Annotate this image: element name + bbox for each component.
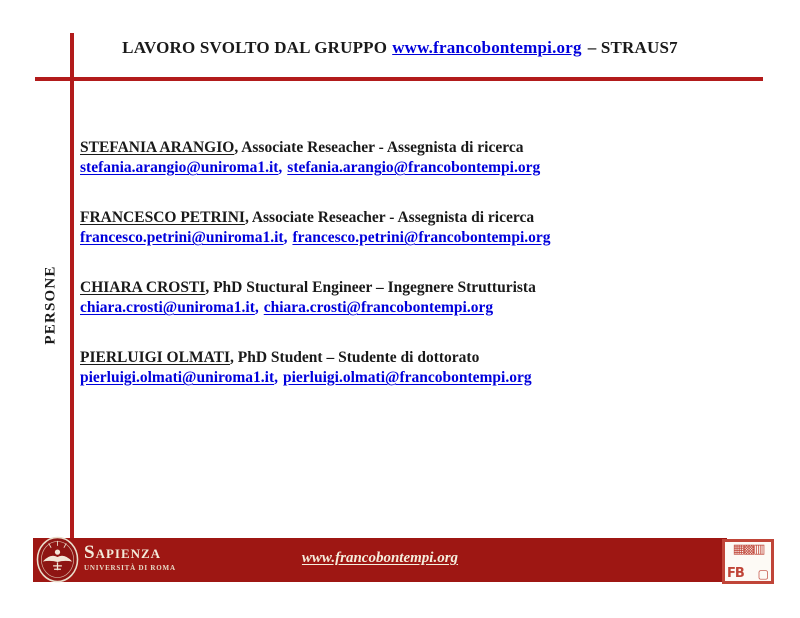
person-header-line: [80, 278, 780, 298]
person-header-line: [80, 348, 780, 368]
fbo-seal-logo: [722, 539, 774, 584]
email-link-francobontempi[interactable]: pierluigi.olmati@francobontempi.org: [282, 369, 532, 386]
title-suffix: – STRAUS7: [587, 38, 678, 57]
person-name: FRANCESCO PETRINI: [80, 209, 245, 226]
email-link-uniroma[interactable]: stefania.arangio@uniroma1.it: [80, 159, 279, 176]
email-link-uniroma[interactable]: pierluigi.olmati@uniroma1.it: [80, 369, 275, 386]
fbo-seal-text: FB: [727, 566, 744, 581]
person-role: , Associate Reseacher - Assegnista di ricerca: [234, 139, 524, 156]
person-role: , PhD Stuctural Engineer – Ingegnere Strutturista: [205, 279, 536, 296]
person-email-line: [80, 298, 780, 318]
email-separator: ,: [278, 159, 283, 176]
header-website-link[interactable]: www.francobontempi.org: [392, 38, 582, 57]
email-link-francobontempi[interactable]: chiara.crosti@francobontempi.org: [263, 299, 494, 316]
email-link-francobontempi[interactable]: francesco.petrini@francobontempi.org: [292, 229, 551, 246]
title-prefix: LAVORO SVOLTO DAL GRUPPO: [122, 38, 388, 57]
email-link-uniroma[interactable]: chiara.crosti@uniroma1.it: [80, 299, 255, 316]
person-email-line: [80, 368, 780, 388]
fbo-seal-pattern: ▦▩▥: [732, 543, 764, 557]
slide-title: [0, 38, 800, 58]
email-link-uniroma[interactable]: francesco.petrini@uniroma1.it: [80, 229, 284, 246]
email-separator: ,: [254, 299, 259, 316]
person-entry-stefania-arangio: [80, 138, 780, 178]
people-list: [80, 138, 780, 418]
person-role: , PhD Student – Studente di dottorato: [230, 349, 480, 366]
fbo-seal-square-icon: ▢: [757, 567, 769, 581]
email-link-francobontempi[interactable]: stefania.arangio@francobontempi.org: [287, 159, 541, 176]
person-name: CHIARA CROSTI: [80, 279, 206, 296]
person-name: PIERLUIGI OLMATI: [80, 349, 230, 366]
fbo-seal-bottom-row: [727, 567, 769, 580]
person-email-line: [80, 228, 780, 248]
person-name: STEFANIA ARANGIO: [80, 139, 235, 156]
person-entry-francesco-petrini: [80, 208, 780, 248]
email-separator: ,: [274, 369, 278, 386]
person-email-line: [80, 158, 780, 178]
sidebar-label-persone: PERSONE: [42, 265, 59, 345]
footer-website-link[interactable]: www.francobontempi.org: [301, 550, 459, 566]
person-header-line: [80, 208, 780, 228]
email-separator: ,: [283, 229, 288, 246]
vertical-accent-line: [70, 33, 74, 538]
footer-bar: [33, 538, 727, 582]
horizontal-accent-line: [35, 77, 763, 81]
person-entry-pierluigi-olmati: [80, 348, 780, 388]
person-entry-chiara-crosti: [80, 278, 780, 318]
person-header-line: [80, 138, 780, 158]
person-role: , Associate Reseacher - Assegnista di ricerca: [244, 209, 535, 226]
sapienza-subtitle: UNIVERSITÀ DI ROMA: [84, 564, 176, 572]
sapienza-name: Sapienza: [84, 542, 162, 563]
